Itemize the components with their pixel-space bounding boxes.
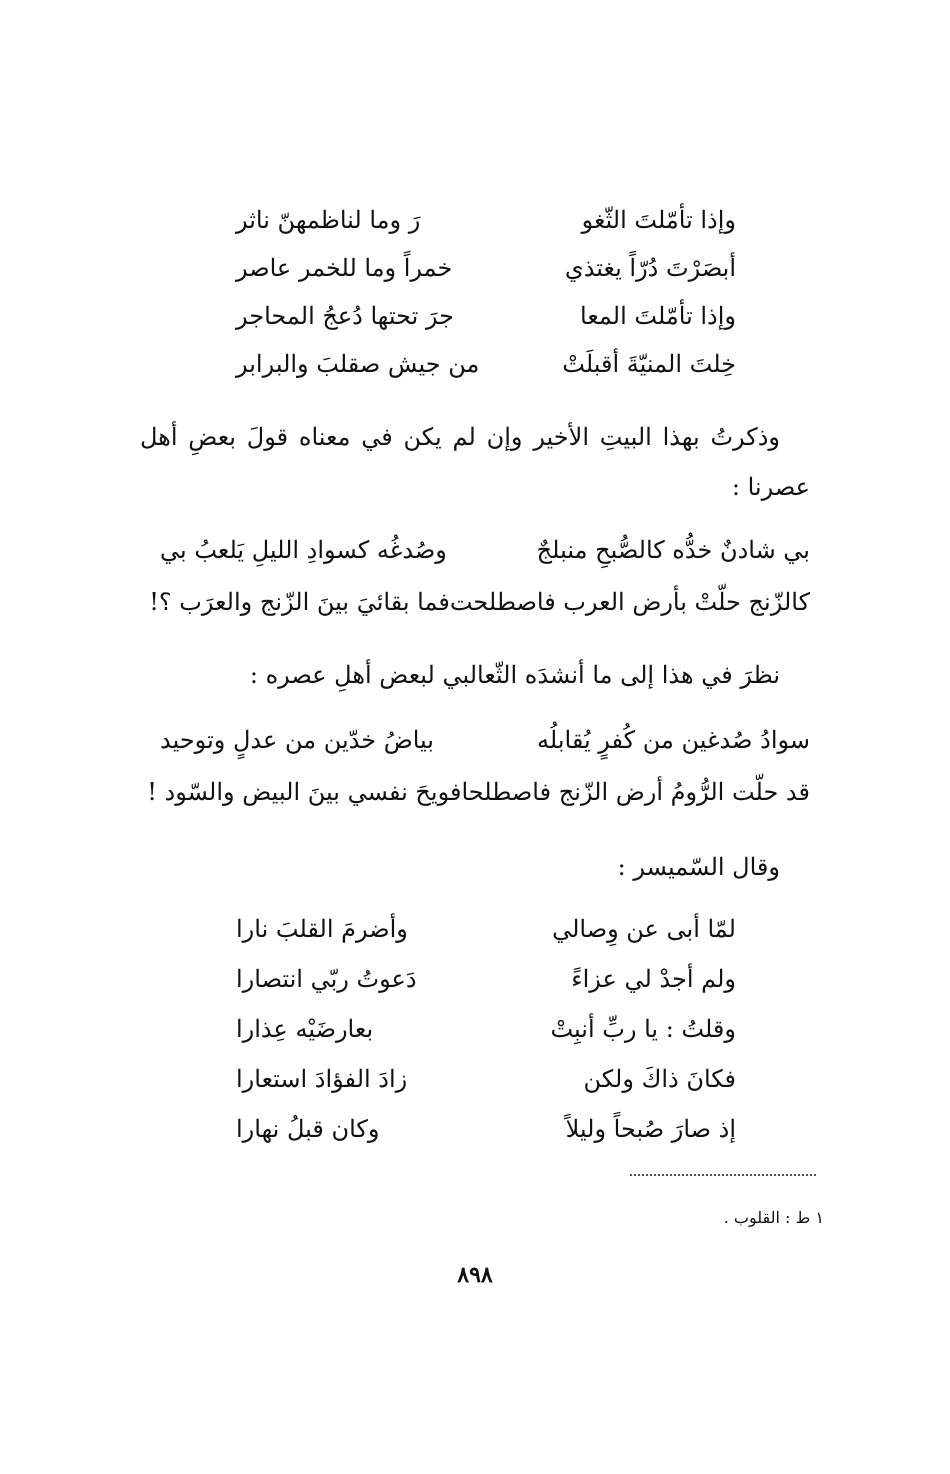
hemistich-first: وإذا تأمّلتَ المعا: [580, 302, 736, 330]
hemistich-second: وأضرمَ القلبَ نارا: [236, 915, 408, 943]
hemistich-first: وإذا تأمّلتَ الثّغو: [581, 206, 736, 234]
hemistich-first: وقلتُ : يا ربِّ أنبِتْ: [550, 1015, 736, 1043]
hemistich-first: لمّا أبى عن وِصالي: [552, 915, 736, 943]
hemistich-second: بعارضَيْه عِذارا: [236, 1015, 374, 1043]
prose-paragraph-2: نظرَ في هذا إلى ما أنشدَه الثّعالبي لبعض أهلِ عصره :: [249, 661, 780, 689]
hemistich-second: فويحَ نفسي بينَ البيض والسّود !: [147, 778, 462, 806]
footnote: ١ ط : القلوب .: [723, 1208, 824, 1227]
hemistich-first: كالزّنج حلّتْ بأرض العرب فاصطلحت: [449, 588, 810, 616]
page-number: ٨٩٨: [457, 1262, 493, 1288]
hemistich-first: قد حلّت الرُّومُ أرض الزّنج فاصطلحا: [461, 778, 810, 806]
verse-line: [236, 196, 736, 244]
hemistich-second: دَعوتُ ربّي انتصارا: [236, 965, 417, 993]
verse-line: [236, 954, 736, 1004]
verse-line: [160, 524, 810, 576]
hemistich-second: وصُدغُه كسوادِ الليلِ يَلعبُ بي: [160, 536, 447, 564]
hemistich-second: خمراً وما للخمر عاصر: [236, 254, 453, 282]
verse-line: [149, 576, 810, 628]
hemistich-second: وكان قبلُ نهارا: [236, 1115, 380, 1143]
hemistich-second: من جيش صقلبَ والبرابر: [236, 350, 480, 378]
poem-3: [147, 714, 810, 818]
hemistich-first: ولم أجدْ لي عزاءً: [571, 965, 736, 993]
hemistich-second: فما بقائيَ بينَ الزّنج والعرَب ؟!: [149, 588, 450, 616]
verse-line: [236, 1054, 736, 1104]
verse-line: [236, 292, 736, 340]
prose-paragraph-3: وقال السّميسر :: [617, 853, 780, 881]
poem-2: [149, 524, 810, 628]
hemistich-first: أبصَرْتَ دُرّاً يغتذي: [564, 254, 736, 282]
verse-line: [236, 244, 736, 292]
verse-line: [236, 340, 736, 388]
hemistich-first: إذ صارَ صُبحاً وليلاً: [565, 1115, 736, 1143]
hemistich-first: فكانَ ذاكَ ولكن: [583, 1065, 736, 1093]
hemistich-first: بي شادنٌ خدُّه كالصُّبحِ منبلجٌ: [536, 536, 810, 564]
hemistich-first: خِلتَ المنيّةَ أقبلَتْ: [562, 350, 736, 378]
footnote-separator: [630, 1174, 816, 1176]
hemistich-first: سوادُ صُدغين من كُفرٍ يُقابلُه: [537, 726, 810, 754]
verse-line: [236, 1004, 736, 1054]
hemistich-second: جرَ تحتها دُعجُ المحاجر: [236, 302, 454, 330]
verse-line: [147, 766, 810, 818]
hemistich-second: زادَ الفؤادَ استعارا: [236, 1065, 408, 1093]
hemistich-second: رَ وما لناظمهنّ ناثر: [236, 206, 421, 234]
poem-1: [236, 196, 736, 388]
prose-paragraph-1: وذكرتُ بهذا البيتِ الأخير وإن لم يكن في معناه قولَ بعضِ أهل عصرنا :: [140, 423, 810, 501]
hemistich-second: بياضُ خدّين من عدلٍ وتوحيد: [160, 726, 434, 754]
verse-line: [236, 1104, 736, 1154]
verse-line: [236, 904, 736, 954]
verse-line: [160, 714, 810, 766]
poem-4: [236, 904, 736, 1154]
